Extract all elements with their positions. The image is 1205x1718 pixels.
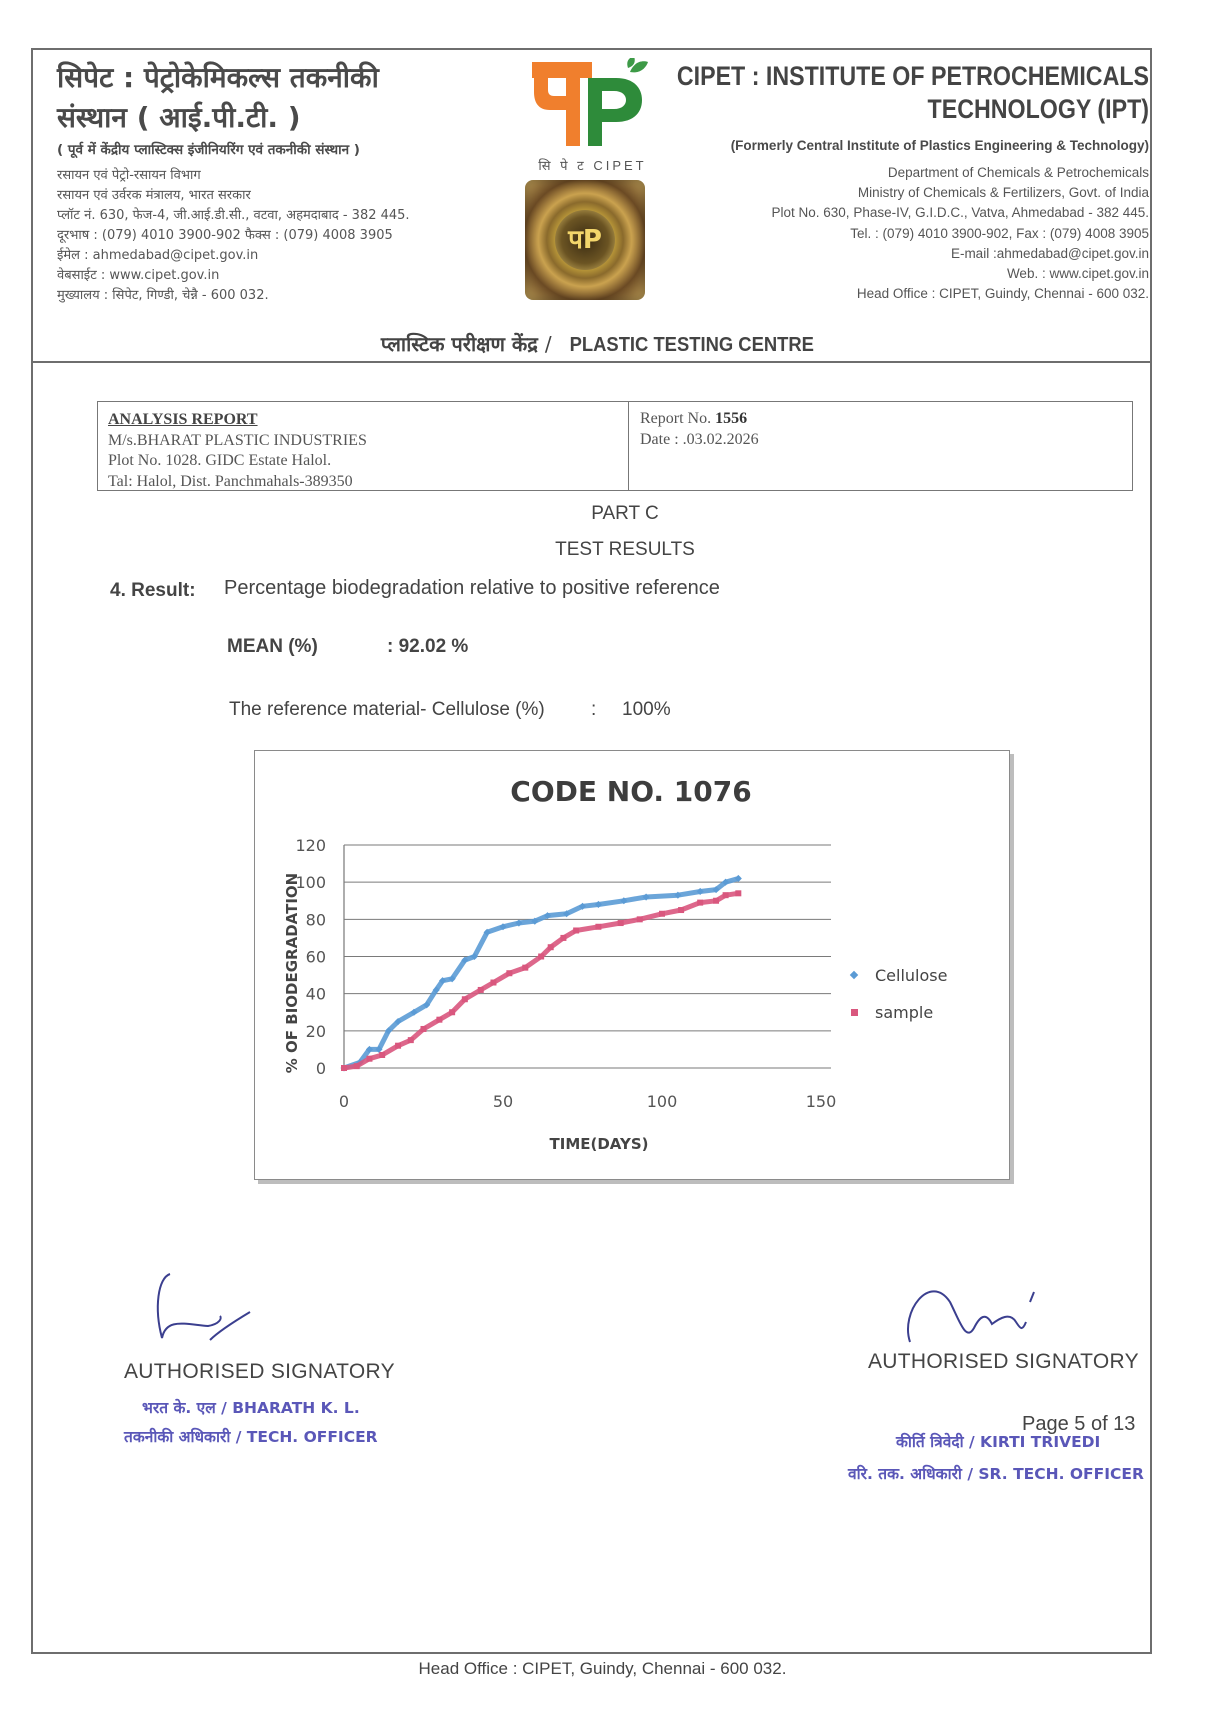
result-row	[110, 577, 720, 602]
data-point	[538, 954, 544, 960]
data-point	[354, 1063, 360, 1069]
x-tick-label: 50	[492, 1092, 514, 1111]
english-website-line: Web. : www.cipet.gov.in	[1006, 266, 1149, 282]
legend	[850, 966, 948, 1022]
hindi-headoffice-line: मुख्यालय : सिपेट, गिण्डी, चेन्नै - 600 032.	[57, 288, 269, 303]
hindi-address-line: रसायन एवं पेट्रो-रसायन विभाग	[57, 168, 201, 183]
data-point	[659, 911, 665, 917]
english-address-line: Ministry of Chemicals & Fertilizers, Govt. of India	[857, 185, 1149, 201]
y-tick-label: 40	[305, 984, 326, 1004]
data-point	[449, 1009, 455, 1015]
data-point	[408, 1037, 414, 1043]
result-label: 4. Result:	[110, 580, 196, 601]
hindi-institute-title	[57, 58, 379, 138]
hindi-title-line-2: संस्थान ( आई.पी.टी. )	[57, 101, 301, 134]
data-point	[379, 1052, 385, 1058]
hindi-phone-line: दूरभाष : (079) 4010 3900-902 फैक्स : (079) 4008 3905	[57, 228, 393, 243]
hindi-title-line-1: सिपेट : पेट्रोकेमिकल्स तकनीकी	[57, 61, 379, 94]
english-address-block	[772, 163, 1149, 304]
report-meta	[640, 408, 759, 450]
hologram-mark: पP	[555, 210, 615, 270]
english-phone-line: Tel. : (079) 4010 3900-902, Fax : (079) 4008 3905	[850, 225, 1149, 241]
data-point	[395, 1043, 401, 1049]
data-point	[506, 970, 512, 976]
english-address-line: Plot No. 630, Phase-IV, G.I.D.C., Vatva, Ahmedabad - 382 445.	[771, 205, 1149, 221]
y-tick-label: 0	[315, 1059, 326, 1078]
english-email-line: E-mail :ahmedabad@cipet.gov.in	[950, 245, 1149, 261]
right-signature-icon	[900, 1272, 1070, 1352]
y-tick-label: 80	[305, 910, 326, 930]
data-point	[595, 924, 601, 930]
y-tick-label: 60	[305, 947, 326, 967]
right-signatory-label: AUTHORISED SIGNATORY	[868, 1350, 1139, 1373]
cipet-logo-icon	[530, 58, 652, 150]
footer-head-office: Head Office : CIPET, Guindy, Chennai - 600 032.	[418, 1659, 787, 1678]
testing-centre-hindi: प्लास्टिक परीक्षण केंद्र	[380, 332, 538, 356]
english-title-line-2: TECHNOLOGY (IPT)	[927, 94, 1149, 124]
mean-label: MEAN (%)	[227, 636, 318, 657]
legend-label-sample: sample	[875, 1003, 934, 1022]
test-results-title: TEST RESULTS	[555, 539, 695, 560]
english-institute-title	[677, 60, 1149, 126]
data-point	[436, 1017, 442, 1023]
report-number: 1556	[715, 410, 748, 427]
data-point	[697, 900, 703, 906]
english-title-line-1: CIPET : INSTITUTE OF PETROCHEMICALS	[676, 61, 1149, 91]
series-layer	[340, 875, 741, 1072]
logo-caption: सि पे ट CIPET	[538, 158, 647, 173]
right-signatory-name: कीर्ति त्रिवेदी / KIRTI TRIVEDI	[896, 1433, 1101, 1451]
y-axis-label: % OF BIODEGRADATION	[283, 872, 301, 1074]
mean-value: : 92.02 %	[387, 636, 469, 657]
legend-label-cellulose: Cellulose	[875, 966, 948, 985]
left-signatory-name: भरत के. एल / BHARATH K. L.	[142, 1399, 360, 1417]
x-tick-labels	[339, 1092, 836, 1111]
data-point	[560, 935, 566, 941]
data-point	[713, 898, 719, 904]
hindi-address-line: प्लॉट नं. 630, फेज-4, जी.आई.डी.सी., वटवा, अहमदाबाद - 382 445.	[57, 208, 410, 223]
data-point	[548, 944, 554, 950]
english-headoffice-line: Head Office : CIPET, Guindy, Chennai - 600 032.	[856, 286, 1149, 302]
data-point	[723, 892, 729, 898]
english-address-line: Department of Chemicals & Petrochemicals	[887, 165, 1149, 180]
logo-leaf-icon	[627, 58, 648, 72]
header-divider	[31, 361, 1152, 363]
x-tick-label: 150	[805, 1092, 837, 1111]
left-signatory-designation: तकनीकी अधिकारी / TECH. OFFICER	[124, 1428, 378, 1446]
x-tick-label: 0	[338, 1092, 350, 1111]
hindi-address-block	[57, 166, 410, 306]
report-date: .03.02.2026	[682, 431, 759, 448]
hindi-address-line: रसायन एवं उर्वरक मंत्रालय, भारत सरकार	[57, 188, 251, 203]
client-address-line-1: Plot No. 1028. GIDC Estate Halol.	[108, 452, 332, 469]
report-date-label: Date :	[640, 431, 683, 448]
y-tick-label: 120	[295, 836, 326, 855]
data-point	[421, 1026, 427, 1032]
data-point	[735, 890, 741, 896]
left-signature-icon	[140, 1268, 280, 1348]
hindi-formerly: ( पूर्व में केंद्रीय प्लास्टिक्स इंजीनियरिंग एवं तकनीकी संस्थान )	[57, 142, 360, 158]
data-point	[637, 916, 643, 922]
chart-title: CODE NO. 1076	[510, 775, 752, 808]
part-label: PART C	[591, 503, 659, 524]
data-point	[462, 996, 468, 1002]
hindi-email-line: ईमेल : ahmedabad@cipet.gov.in	[57, 248, 259, 263]
x-axis-label: TIME(DAYS)	[549, 1135, 649, 1153]
client-details	[98, 402, 629, 490]
biodegradation-chart	[254, 750, 1010, 1180]
data-point	[478, 987, 484, 993]
reference-colon: :	[591, 699, 597, 720]
data-point	[366, 1056, 372, 1062]
left-signatory-label: AUTHORISED SIGNATORY	[124, 1360, 395, 1383]
data-point	[490, 980, 496, 986]
report-number-label: Report No.	[640, 410, 712, 427]
reference-label: The reference material- Cellulose (%)	[229, 699, 545, 720]
logo-orange-glyph	[532, 62, 592, 146]
data-point	[618, 920, 624, 926]
data-point	[522, 965, 528, 971]
data-point	[341, 1065, 347, 1071]
report-number-row	[640, 408, 759, 429]
client-address-line-2: Tal: Halol, Dist. Panchmahals-389350	[108, 472, 353, 490]
series-line-cellulose	[344, 879, 738, 1069]
y-tick-label: 100	[295, 873, 326, 893]
x-tick-label: 100	[646, 1092, 678, 1111]
page-number: Page 5 of 13	[1022, 1413, 1136, 1435]
report-date-row	[640, 429, 759, 450]
section-heading	[0, 496, 1205, 568]
legend-marker-cellulose	[850, 971, 858, 979]
right-signatory-designation: वरि. तक. अधिकारी / SR. TECH. OFFICER	[848, 1465, 1144, 1483]
logo-green-glyph	[588, 78, 642, 146]
data-point	[573, 927, 579, 933]
data-point	[678, 907, 684, 913]
report-heading: ANALYSIS REPORT	[108, 411, 258, 428]
chart-canvas	[255, 751, 1011, 1181]
hindi-website-line: वेबसाईट : www.cipet.gov.in	[57, 268, 220, 283]
hologram-seal-icon	[525, 180, 645, 300]
reference-value: 100%	[622, 699, 671, 720]
result-description: Percentage biodegradation relative to positive reference	[224, 577, 720, 599]
testing-centre-separator: /	[544, 332, 552, 356]
testing-centre-title	[0, 330, 1205, 357]
reference-row	[229, 699, 671, 721]
report-info-box	[97, 401, 1133, 491]
english-formerly: (Formerly Central Institute of Plastics Engineering & Technology)	[730, 138, 1149, 153]
legend-marker-sample	[851, 1009, 858, 1016]
testing-centre-english: PLASTIC TESTING CENTRE	[569, 334, 814, 356]
y-tick-label: 20	[305, 1021, 326, 1041]
mean-row	[227, 636, 469, 658]
client-name: M/s.BHARAT PLASTIC INDUSTRIES	[108, 431, 367, 449]
